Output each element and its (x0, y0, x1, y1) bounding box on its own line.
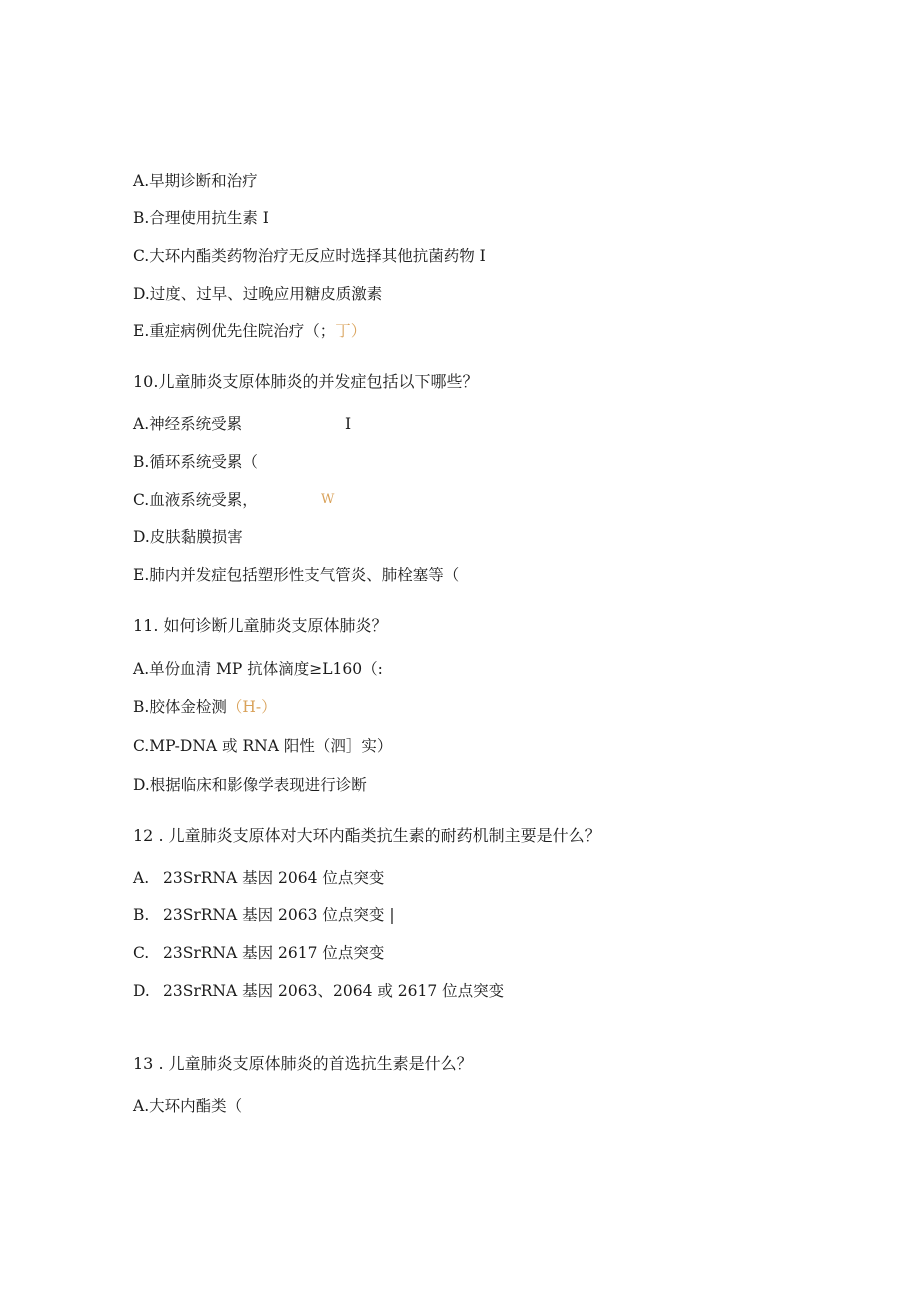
q12-option-c (133, 943, 384, 963)
q13-question: 13 . 儿童肺炎支原体肺炎的首选抗生素是什么？ (133, 1054, 473, 1073)
annotation-mark: （H-） (226, 698, 277, 716)
q11-question: 11. 如何诊断儿童肺炎支原体肺炎？ (133, 616, 388, 635)
q10-option-a (133, 414, 352, 434)
option-text: A.早期诊断和治疗 (133, 172, 258, 190)
option-text: D.皮肤黏膜损害 (133, 528, 243, 546)
q9-option-e (133, 321, 366, 341)
q9-option-d (133, 284, 382, 304)
q11-option-c (133, 736, 392, 756)
option-text: E.重症病例优先住院治疗（； (133, 322, 336, 340)
q12-option-a (133, 868, 384, 888)
q11-option-b (133, 697, 277, 717)
annotation-mark: 丁） (335, 322, 367, 340)
option-text: A.单份血清 MP 抗体滴度≥L160（: (133, 660, 383, 678)
option-text: B.胶体金检测 (133, 698, 227, 716)
q9-option-c (133, 246, 486, 266)
q12-option-d (133, 981, 504, 1001)
q12-question: 12 . 儿童肺炎支原体对大环内酯类抗生素的耐药机制主要是什么？ (133, 826, 601, 845)
option-label: A. (133, 869, 150, 887)
option-text: C.大环内酯类药物治疗无反应时选择其他抗菌药物 I (133, 247, 486, 265)
annotation-mark: W (321, 492, 335, 507)
q10-option-c (133, 490, 335, 510)
option-text: E.肺内并发症包括塑形性支气管炎、肺栓塞等（ (133, 566, 460, 584)
q9-option-a (133, 171, 258, 191)
option-text: A.神经系统受累 (133, 415, 243, 433)
option-text: A.大环内酯类（ (133, 1097, 243, 1115)
option-label: B. (133, 906, 150, 924)
option-text: 23SrRNA 基因 2063、2064 或 2617 位点突变 (163, 982, 505, 1000)
option-text: B.循环系统受累（ (133, 453, 258, 471)
option-text: 23SrRNA 基因 2063 位点突变 | (163, 906, 395, 924)
q11-option-d (133, 775, 367, 795)
q10-question: 10.儿童肺炎支原体肺炎的并发症包括以下哪些？ (133, 372, 479, 391)
option-text: D.过度、过早、过晚应用糖皮质激素 (133, 285, 383, 303)
stray-mark: I (345, 415, 352, 433)
q11-option-a (133, 659, 383, 679)
q10-option-e (133, 565, 459, 585)
option-text: C.血液系统受累， (133, 491, 258, 509)
q12-option-b (133, 905, 395, 925)
q13-option-a (133, 1096, 242, 1116)
option-text: 23SrRNA 基因 2617 位点突变 (163, 944, 385, 962)
option-text: B.合理使用抗生素 I (133, 209, 269, 227)
option-label: D. (133, 982, 150, 1000)
q10-option-b (133, 452, 258, 472)
option-text: D.根据临床和影像学表现进行诊断 (133, 776, 367, 794)
q10-option-d (133, 527, 243, 547)
q9-option-b (133, 208, 269, 228)
option-text: C.MP-DNA 或 RNA 阳性（泗］实） (133, 737, 393, 755)
option-text: 23SrRNA 基因 2064 位点突变 (163, 869, 385, 887)
option-label: C. (133, 944, 150, 962)
